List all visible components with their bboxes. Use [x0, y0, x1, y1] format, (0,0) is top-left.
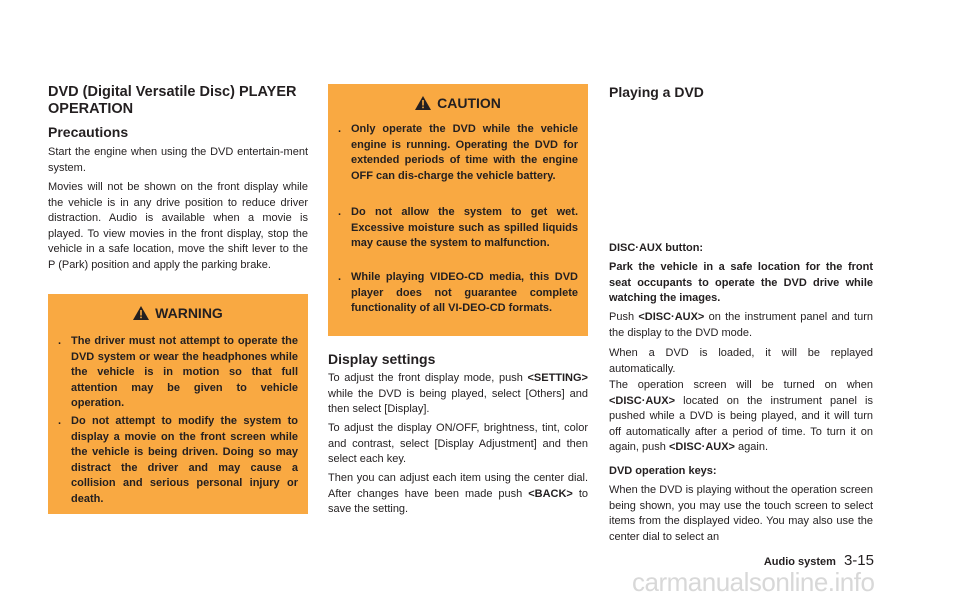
back-key: <BACK> — [528, 487, 573, 500]
warning-triangle-icon — [415, 96, 431, 110]
warning-box — [48, 294, 308, 514]
caution-title: CAUTION — [328, 94, 588, 112]
paragraph: When a DVD is loaded, it will be replayed automatically. — [609, 347, 873, 375]
display-settings-heading: Display settings — [328, 351, 436, 367]
caution-item: . Only operate the DVD while the vehicle engine is running. Operating the DVD for extended periods of time with the engine OFF can dis-charge the vehicle battery. — [338, 123, 578, 182]
page-number: 3-15 — [843, 552, 874, 569]
warning-title: WARNING — [48, 304, 308, 322]
paragraph: Push <DISC·AUX> on the instrument panel and turn the display to the DVD mode. — [609, 311, 874, 339]
disc-aux-key: <DISC·AUX> — [668, 441, 735, 454]
setting-key: <SETTING> — [527, 372, 588, 384]
playing-dvd-heading: Playing a DVD — [609, 84, 704, 100]
warning-item: . Do not attempt to modify the system to display a movie on the front screen while the vehicle is being driven. Doing so may distract the driver and may cause a collision and serious personal injury or death. — [58, 415, 298, 505]
precautions-heading: Precautions — [48, 124, 129, 140]
disc-aux-key: <DISC·AUX> — [609, 394, 676, 407]
paragraph: Then you can adjust each item using the center dial. After changes have been made push <BACK> to save the setting. — [328, 472, 588, 516]
warning-triangle-icon — [133, 306, 149, 320]
paragraph: To adjust the front display mode, push <SETTING> while the DVD is being played, select [Others] and then select [Display]. — [328, 372, 588, 416]
caution-item: . Do not allow the system to get wet. Excessive moisture such as spilled liquids may cause the system to malfunction. — [338, 206, 578, 250]
disc-aux-label: DISC·AUX button: — [609, 242, 704, 254]
paragraph: Movies will not be shown on the front display while the vehicle is in any drive position to reduce driver distraction. Audio is available when a movie is played. To view movies in the front display, stop the vehicle in a safe location, move the shift lever to the P (Park) position and apply the parking brake. — [48, 181, 308, 271]
paragraph: To adjust the display ON/OFF, brightness, tint, color and contrast, select [Display Adjustment] and then select each key. — [328, 422, 588, 466]
park-note: Park the vehicle in a safe location for the front seat occupants to operate the DVD drive while watching the images. — [609, 261, 873, 305]
section-title: DVD (Digital Versatile Disc) PLAYER OPERATION — [48, 84, 297, 117]
disc-aux-key: <DISC·AUX> — [638, 311, 705, 323]
operation-keys-label: DVD operation keys: — [609, 465, 717, 477]
column-3 — [609, 0, 873, 545]
column-2 — [328, 0, 588, 520]
column-1 — [48, 0, 308, 520]
watermark: carmanualsonline.info — [632, 567, 875, 597]
paragraph: The operation screen will be turned on when <DISC·AUX> located on the instrument panel is pushed while a DVD is being played, and it will turn off automatically after a period of time. To turn it on again, push <DISC·AUX> again. — [609, 379, 873, 454]
caution-item: . While playing VIDEO-CD media, this DVD player does not guarantee complete functionality of all VI-DEO-CD formats. — [338, 271, 578, 315]
footer-section: Audio system — [763, 556, 836, 568]
paragraph: When the DVD is playing without the operation screen being shown, you may use the touch screen to select items from the displayed video. You may also use the center dial to select an — [609, 484, 873, 543]
warning-item: . The driver must not attempt to operate the DVD system or wear the headphones while the vehicle is in motion so that full attention may be given to vehicle operation. — [58, 335, 298, 410]
paragraph: Start the engine when using the DVD entertain-ment system. — [48, 146, 308, 174]
caution-box — [328, 84, 588, 336]
